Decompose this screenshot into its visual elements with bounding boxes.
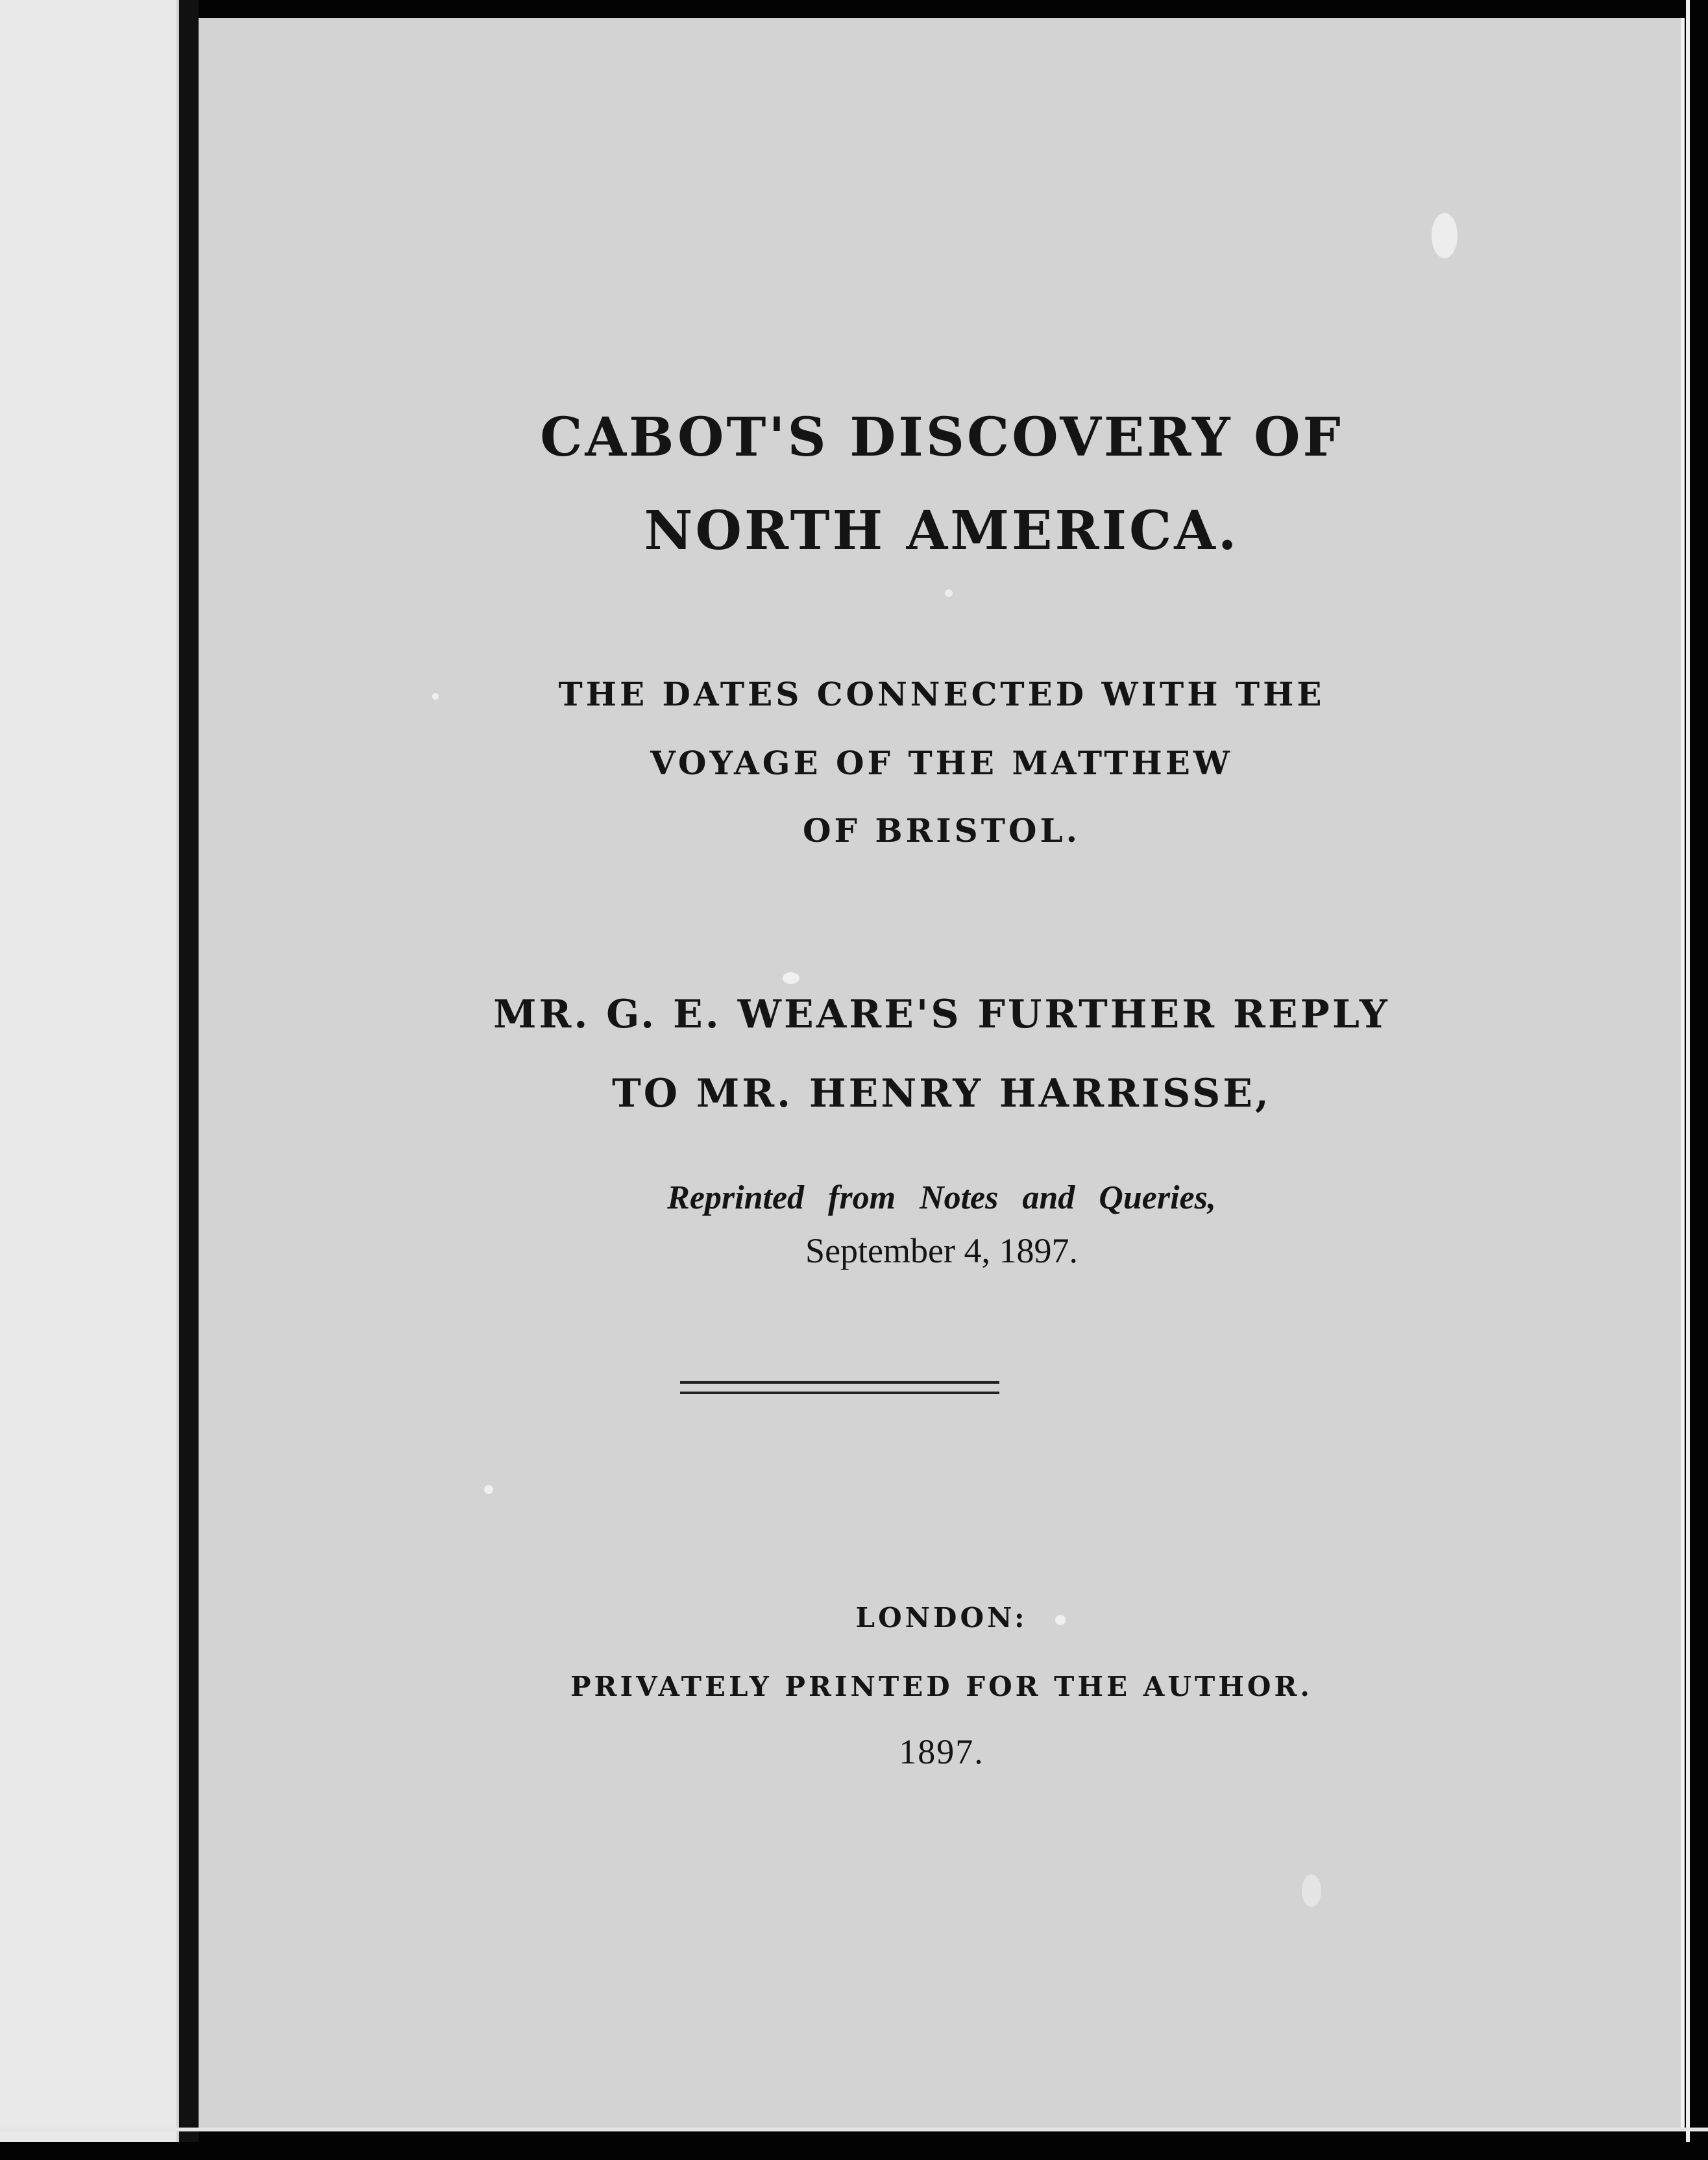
page-right-edge xyxy=(1686,0,1690,2142)
imprint-place: LONDON: xyxy=(855,1602,1028,1634)
imprint-year: 1897. xyxy=(899,1732,984,1771)
reply-line-2: TO MR. HENRY HARRISSE, xyxy=(612,1071,1271,1116)
imprint-printer: PRIVATELY PRINTED FOR THE AUTHOR. xyxy=(570,1671,1313,1702)
reprint-date: September 4, 1897. xyxy=(805,1231,1078,1270)
book-binding xyxy=(179,0,199,2142)
subtitle-line-1: THE DATES CONNECTED WITH THE xyxy=(558,675,1325,713)
subtitle-line-3: OF BRISTOL. xyxy=(802,811,1081,850)
subtitle-line-2: VOYAGE OF THE MATTHEW xyxy=(650,744,1233,782)
double-rule-top xyxy=(680,1381,999,1384)
title-line-1: CABOT'S DISCOVERY OF xyxy=(540,406,1343,469)
reply-line-1: MR. G. E. WEARE'S FURTHER REPLY xyxy=(493,992,1390,1037)
reprint-source: Reprinted from Notes and Queries, xyxy=(667,1179,1216,1216)
page-bottom-edge xyxy=(0,2128,1708,2131)
title-line-2: NORTH AMERICA. xyxy=(644,500,1239,562)
previous-leaf-edge xyxy=(0,0,179,2142)
title-page xyxy=(199,18,1685,2128)
double-rule-bottom xyxy=(680,1392,999,1394)
